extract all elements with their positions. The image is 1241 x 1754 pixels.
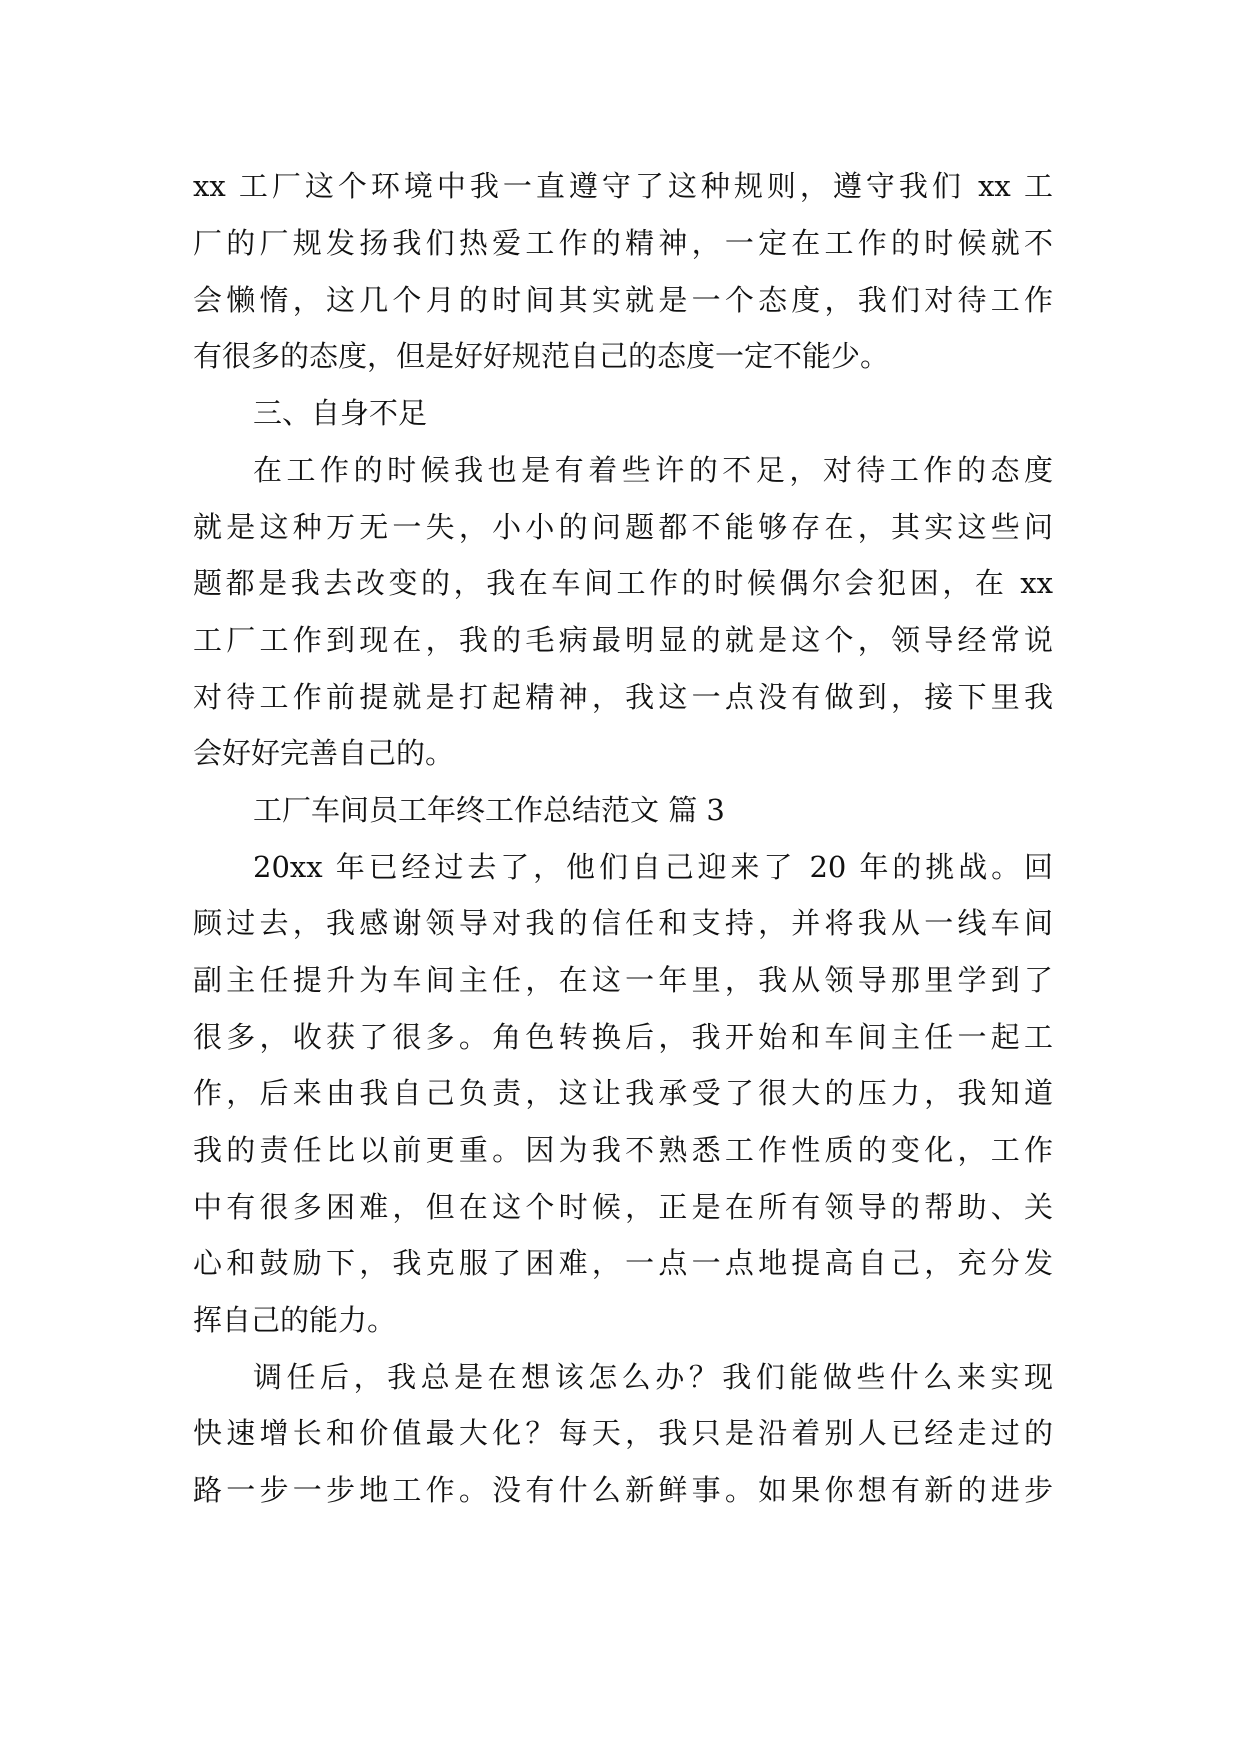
text-line: 心和鼓励下，我克服了困难，一点一点地提高自己，充分发 bbox=[193, 1246, 1053, 1280]
text-line: 厂的厂规发扬我们热爱工作的精神，一定在工作的时候就不 bbox=[193, 226, 1053, 260]
text-line: 会懒惰，这几个月的时间其实就是一个态度，我们对待工作 bbox=[193, 283, 1053, 317]
text-line: 工厂工作到现在，我的毛病最明显的就是这个，领导经常说 bbox=[193, 623, 1053, 657]
text-line: 在工作的时候我也是有着些许的不足，对待工作的态度 bbox=[253, 453, 1053, 487]
text-line: 就是这种万无一失，小小的问题都不能够存在，其实这些问 bbox=[193, 510, 1053, 544]
text-line: 题都是我去改变的，我在车间工作的时候偶尔会犯困，在 xx bbox=[193, 566, 1053, 600]
section-heading: 三、自身不足 bbox=[253, 396, 428, 430]
text-line: xx 工厂这个环境中我一直遵守了这种规则，遵守我们 xx 工 bbox=[193, 169, 1053, 203]
text-line: 挥自己的能力。 bbox=[193, 1303, 397, 1337]
text-line: 有很多的态度，但是好好规范自己的态度一定不能少。 bbox=[193, 339, 890, 373]
text-line: 调任后，我总是在想该怎么办？我们能做些什么来实现 bbox=[253, 1360, 1053, 1394]
text-line: 路一步一步地工作。没有什么新鲜事。如果你想有新的进步 bbox=[193, 1473, 1053, 1507]
text-line: 中有很多困难，但在这个时候，正是在所有领导的帮助、关 bbox=[193, 1190, 1053, 1224]
article-title: 工厂车间员工年终工作总结范文 篇 3 bbox=[253, 793, 725, 827]
text-line: 我的责任比以前更重。因为我不熟悉工作性质的变化，工作 bbox=[193, 1133, 1053, 1167]
text-line: 对待工作前提就是打起精神，我这一点没有做到，接下里我 bbox=[193, 680, 1053, 714]
text-line: 顾过去，我感谢领导对我的信任和支持，并将我从一线车间 bbox=[193, 906, 1053, 940]
text-line: 副主任提升为车间主任，在这一年里，我从领导那里学到了 bbox=[193, 963, 1053, 997]
text-line: 很多，收获了很多。角色转换后，我开始和车间主任一起工 bbox=[193, 1020, 1053, 1054]
text-line: 20xx 年已经过去了，他们自己迎来了 20 年的挑战。回 bbox=[253, 850, 1053, 884]
text-line: 作，后来由我自己负责，这让我承受了很大的压力，我知道 bbox=[193, 1076, 1053, 1110]
text-line: 快速增长和价值最大化？每天，我只是沿着别人已经走过的 bbox=[193, 1416, 1053, 1450]
text-line: 会好好完善自己的。 bbox=[193, 736, 455, 770]
